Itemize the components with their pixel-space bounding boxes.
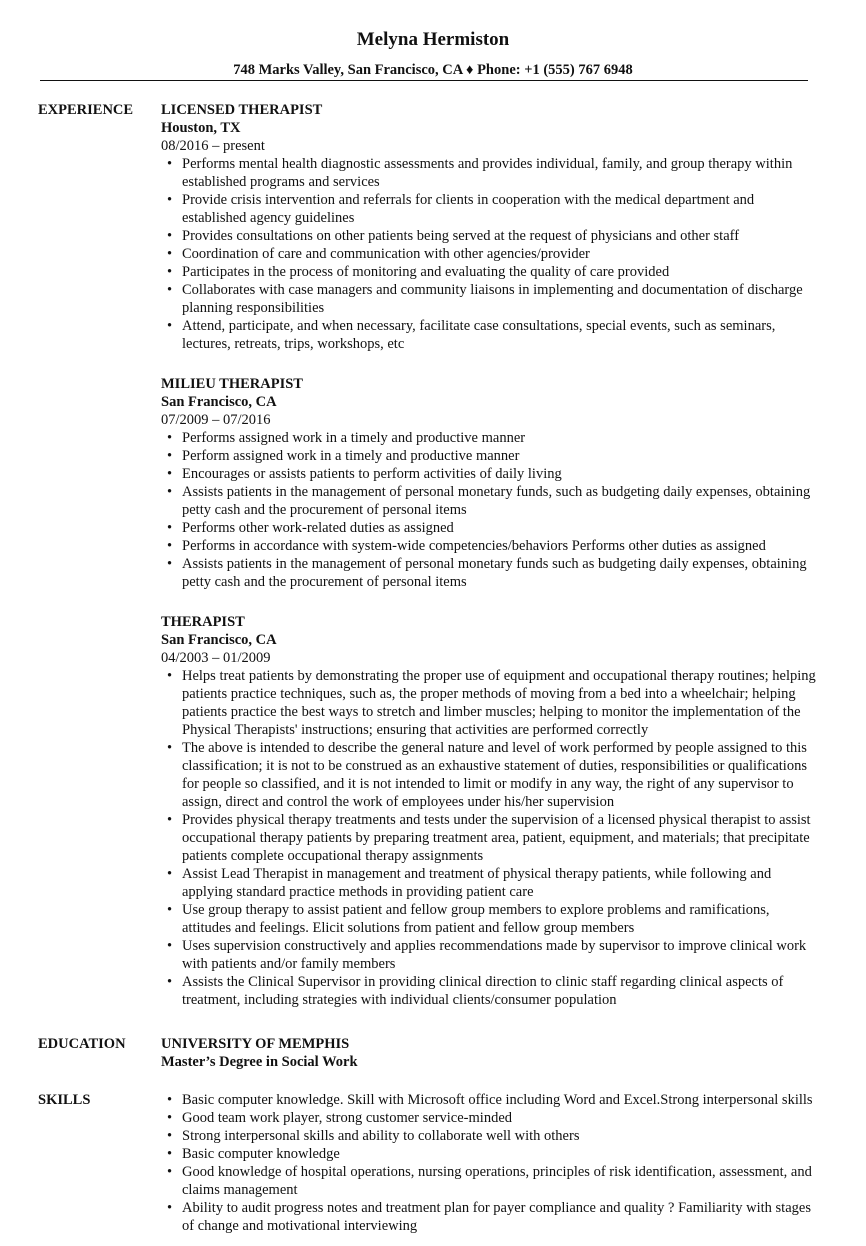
list-item: • Basic computer knowledge. Skill with Microsoft office including Word and Excel.Strong interpersonal skills [161, 1091, 816, 1109]
job-title: THERAPIST [161, 614, 245, 630]
candidate-name: Melyna Hermiston [356, 29, 510, 50]
list-item: • Coordination of care and communication with other agencies/provider [161, 245, 816, 263]
list-item: • Attend, participate, and when necessary, facilitate case consultations, special events, such as seminars, lectures, retreats, trips, workshops, etc [161, 317, 816, 353]
job-entry [161, 613, 816, 1009]
job-entry [161, 375, 816, 591]
job-dates: 04/2003 – 01/2009 [161, 650, 271, 666]
skills-entry [161, 1091, 816, 1235]
list-item: • Good knowledge of hospital operations, nursing operations, principles of risk identification, assessment, and claims management [161, 1163, 816, 1199]
job-location: San Francisco, CA [161, 394, 277, 410]
list-item: • Performs other work-related duties as assigned [161, 519, 816, 537]
list-item: • Assists the Clinical Supervisor in providing clinical direction to clinic staff regarding clinical aspects of treatment, including strategies with individual clients/consumer population [161, 973, 816, 1009]
experience-label: EXPERIENCE [38, 102, 134, 118]
list-item: • Strong interpersonal skills and ability to collaborate well with others [161, 1127, 816, 1145]
list-item: • Perform assigned work in a timely and productive manner [161, 447, 816, 465]
list-item: • Good team work player, strong customer service-minded [161, 1109, 816, 1127]
job-location: San Francisco, CA [161, 632, 277, 648]
school-name: UNIVERSITY OF MEMPHIS [161, 1036, 350, 1052]
job-bullets [161, 667, 816, 1009]
list-item: • Provide crisis intervention and referrals for clients in cooperation with the medical department and established agency guidelines [161, 191, 816, 227]
job-dates: 07/2009 – 07/2016 [161, 412, 271, 428]
job-dates: 08/2016 – present [161, 138, 265, 154]
list-item: • Collaborates with case managers and community liaisons in implementing and documentation of discharge planning responsibilities [161, 281, 816, 317]
list-item: • The above is intended to describe the general nature and level of work performed by people assigned to this classification; it is not to be construed as an exhaustive statement of duties, responsibilities or qualifications for people so classified, and it is not intended to limit or modify in any way, the right of any supervisor to assign, direct and control the work of employees under his/her supervision [161, 739, 816, 811]
list-item: • Use group therapy to assist patient and fellow group members to explore problems and ramifications, attitudes and feelings. Elicit solutions from patient and fellow group members [161, 901, 816, 937]
list-item: • Performs assigned work in a timely and productive manner [161, 429, 816, 447]
list-item: • Uses supervision constructively and applies recommendations made by supervisor to improve clinical work with patients and/or family members [161, 937, 816, 973]
list-item: • Participates in the process of monitoring and evaluating the quality of care provided [161, 263, 816, 281]
list-item: • Performs mental health diagnostic assessments and provides individual, family, and group therapy within established programs and services [161, 155, 816, 191]
contact-line: 748 Marks Valley, San Francisco, CA ♦ Phone: +1 (555) 767 6948 [233, 62, 633, 78]
list-item: • Assists patients in the management of personal monetary funds such as budgeting daily expenses, obtaining petty cash and the procurement of personal items [161, 555, 816, 591]
job-bullets [161, 429, 816, 591]
list-item: • Basic computer knowledge [161, 1145, 816, 1163]
list-item: • Assist Lead Therapist in management and treatment of physical therapy patients, while following and applying standard practice methods in providing patient care [161, 865, 816, 901]
education-label: EDUCATION [38, 1036, 126, 1052]
skills-list [161, 1091, 816, 1235]
list-item: • Encourages or assists patients to perform activities of daily living [161, 465, 816, 483]
education-entry [161, 1035, 816, 1071]
list-item: • Assists patients in the management of personal monetary funds, such as budgeting daily expenses, obtaining petty cash and the procurement of personal items [161, 483, 816, 519]
list-item: • Provides consultations on other patients being served at the request of physicians and other staff [161, 227, 816, 245]
job-bullets [161, 155, 816, 353]
job-entry [161, 101, 816, 353]
job-title: MILIEU THERAPIST [161, 376, 303, 392]
list-item: • Provides physical therapy treatments and tests under the supervision of a licensed physical therapist to assist occupational therapy patients by preparing treatment area, patient, equipment, and materials; that precipitate patients complete occupational therapy assignments [161, 811, 816, 865]
list-item: • Performs in accordance with system-wide competencies/behaviors Performs other duties as assigned [161, 537, 816, 555]
skills-label: SKILLS [38, 1092, 91, 1108]
job-title: LICENSED THERAPIST [161, 102, 323, 118]
job-location: Houston, TX [161, 120, 241, 136]
degree: Master’s Degree in Social Work [161, 1054, 358, 1070]
list-item: • Helps treat patients by demonstrating the proper use of equipment and occupational therapy routines; helping patients practice techniques, such as, the proper methods of moving from a bed into a wheelchair; helping patients practice the best ways to stretch and limber muscles; helping to monitor the implementation of the Physical Therapists' instructions; ensuring that activities are performed correctly [161, 667, 816, 739]
list-item: • Ability to audit progress notes and treatment plan for payer compliance and quality ? Familiarity with stages of change and motivational interviewing [161, 1199, 816, 1235]
header-divider [40, 80, 808, 81]
